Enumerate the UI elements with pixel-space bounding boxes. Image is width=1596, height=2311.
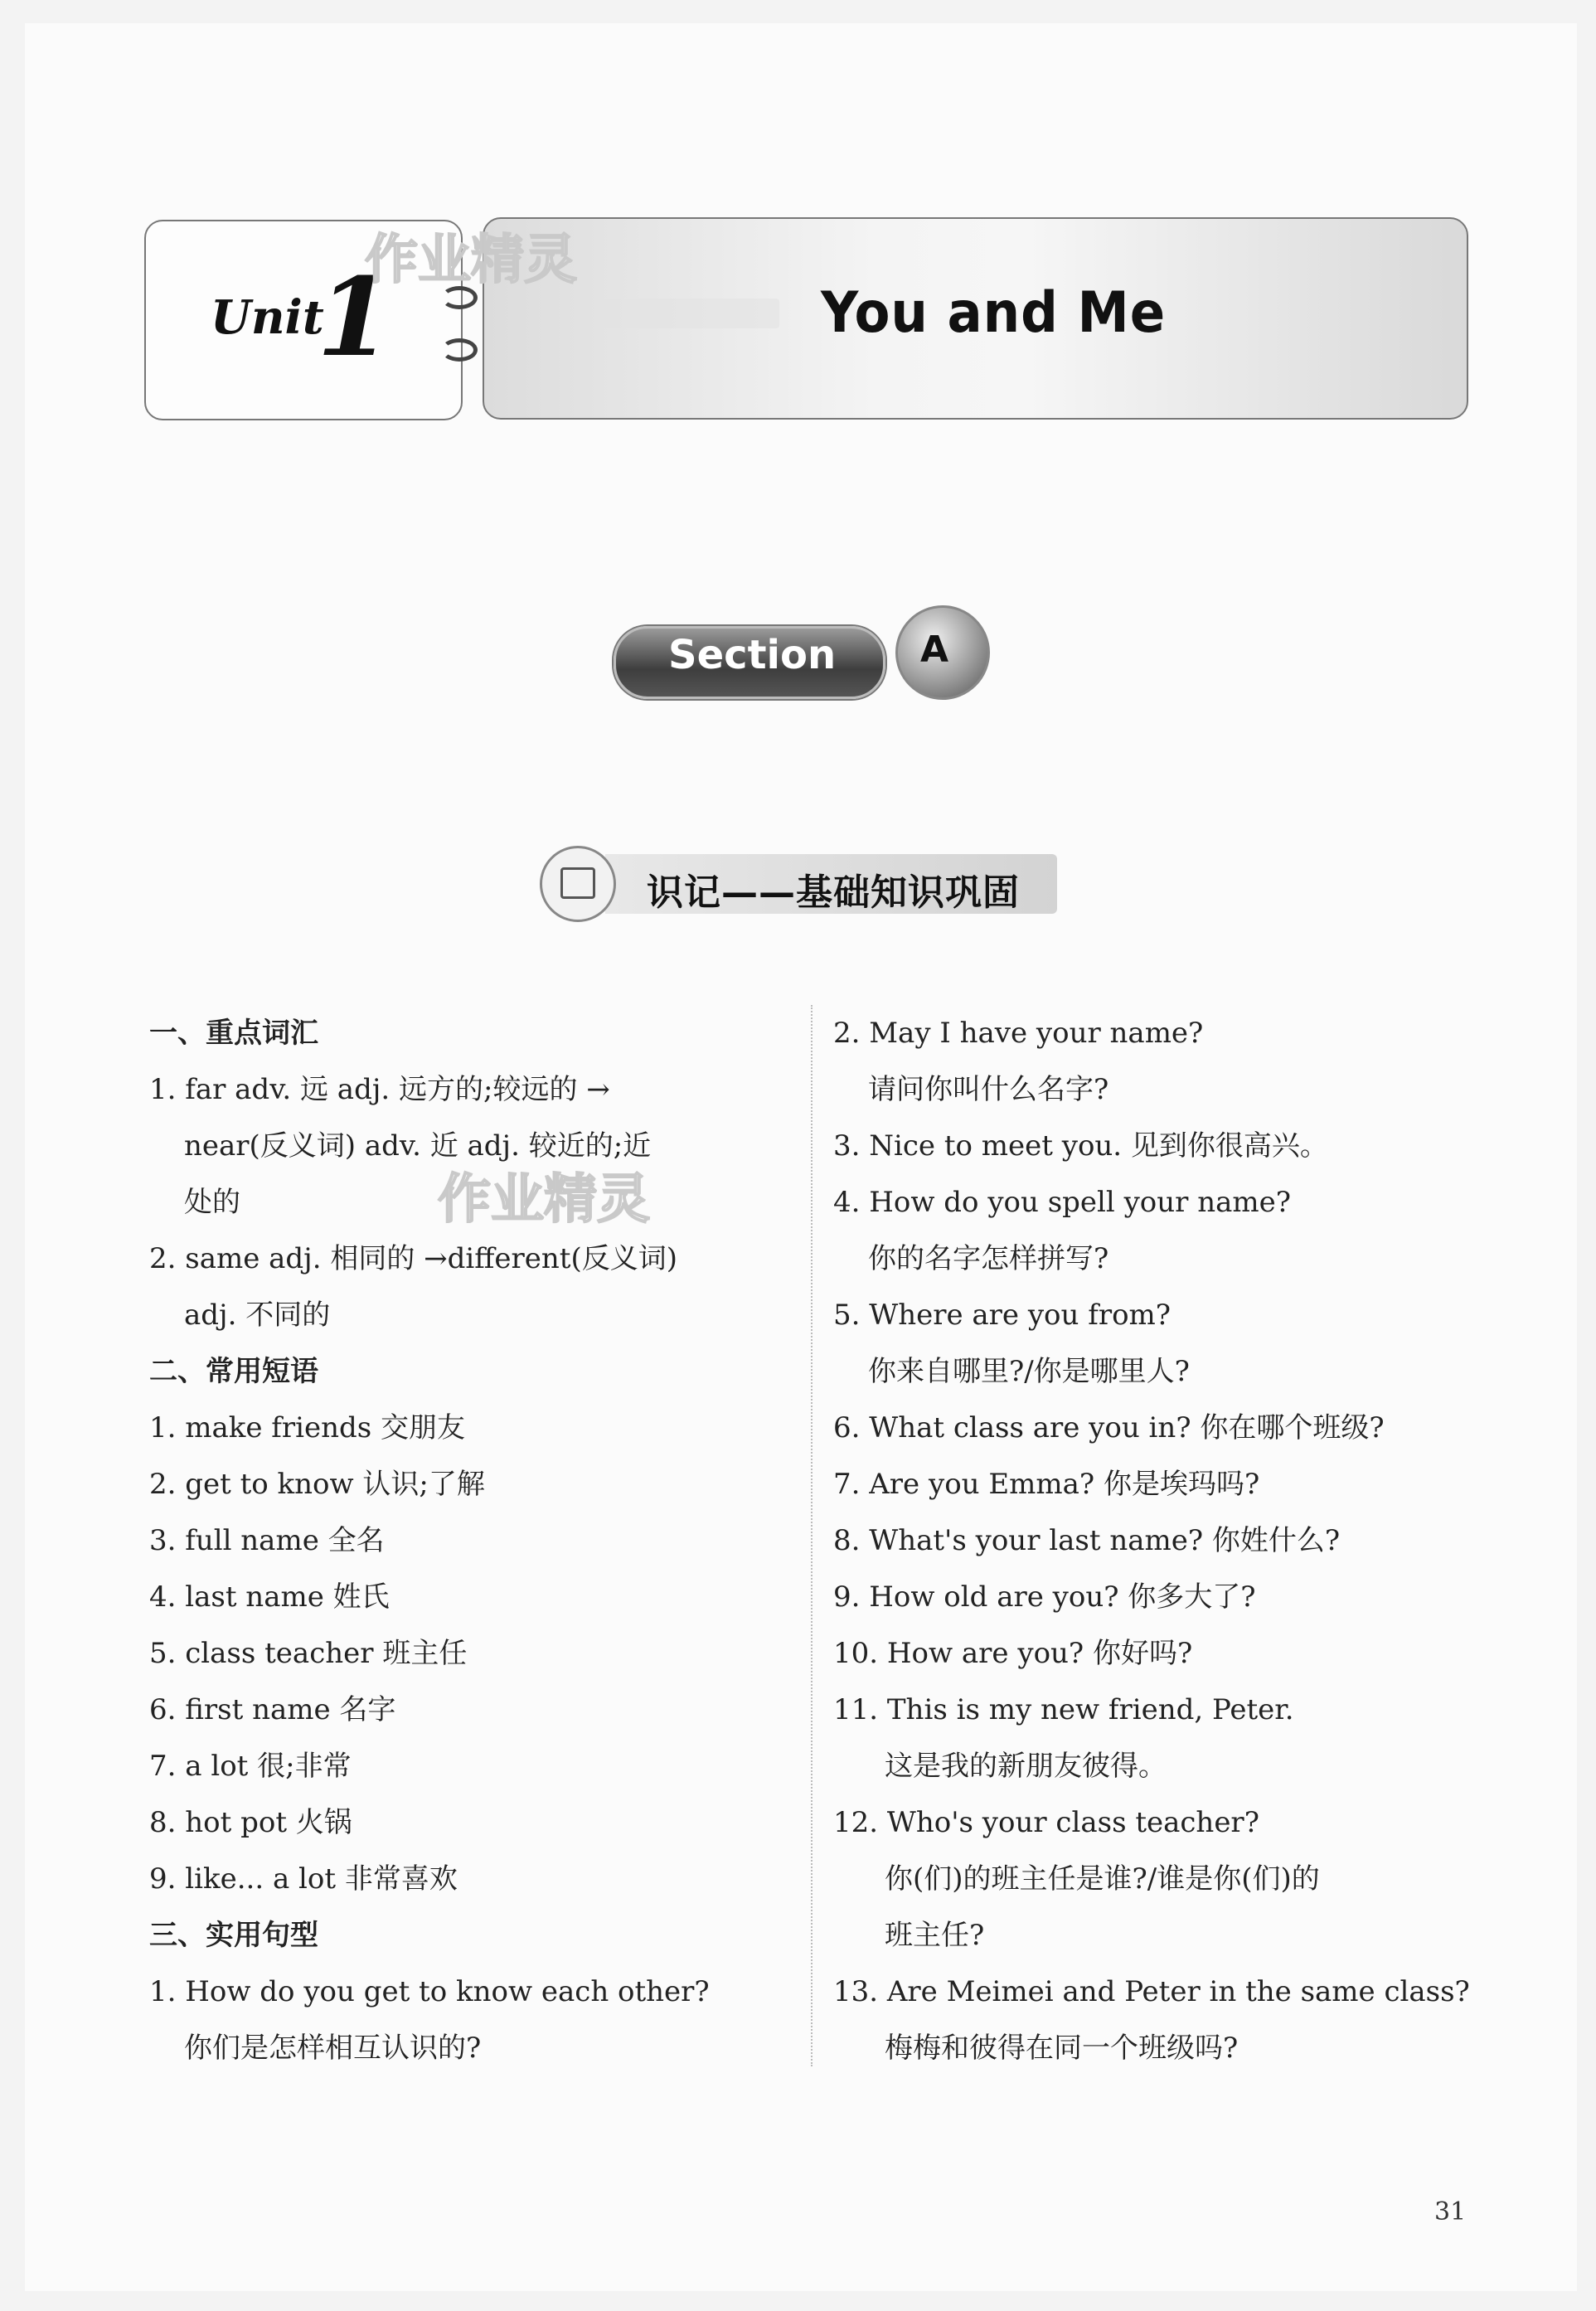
list-item: 13. Are Meimei and Peter in the same class? bbox=[833, 1975, 1470, 2008]
list-item: 这是我的新朋友彼得。 bbox=[885, 1750, 1167, 1783]
list-item: 2. get to know 认识;了解 bbox=[149, 1468, 485, 1501]
list-item: near(反义词) adv. 近 adj. 较近的;近 bbox=[184, 1129, 652, 1163]
list-item: 1. make friends 交朋友 bbox=[149, 1411, 466, 1444]
list-item: 4. How do you spell your name? bbox=[833, 1186, 1291, 1219]
list-item: 9. like... a lot 非常喜欢 bbox=[149, 1862, 458, 1896]
list-item: 3. Nice to meet you. 见到你很高兴。 bbox=[833, 1129, 1328, 1163]
section-heading: 三、实用句型 bbox=[149, 1919, 318, 1952]
list-item: 5. class teacher 班主任 bbox=[149, 1637, 468, 1670]
list-item: 12. Who's your class teacher? bbox=[833, 1806, 1259, 1839]
unit-number: 1 bbox=[317, 254, 392, 381]
left-column bbox=[149, 1005, 788, 2076]
list-item: 7. Are you Emma? 你是埃玛吗? bbox=[833, 1468, 1260, 1501]
list-item: 11. This is my new friend, Peter. bbox=[833, 1693, 1294, 1726]
section-label: Section bbox=[668, 632, 837, 678]
list-item: 5. Where are you from? bbox=[833, 1299, 1172, 1332]
binder-ring-icon bbox=[441, 338, 478, 362]
unit-word: Unit bbox=[211, 290, 324, 345]
unit-title: You and Me bbox=[821, 280, 1167, 346]
section-heading: 一、重点词汇 bbox=[149, 1017, 318, 1050]
list-item: 6. What class are you in? 你在哪个班级? bbox=[833, 1411, 1385, 1444]
watermark: 作业精灵 bbox=[438, 1169, 650, 1231]
list-item: 你的名字怎样拼写? bbox=[868, 1242, 1109, 1275]
section-letter: A bbox=[920, 629, 949, 671]
list-item: adj. 不同的 bbox=[184, 1299, 331, 1332]
list-item: 8. What's your last name? 你姓什么? bbox=[833, 1524, 1341, 1557]
list-item: 2. same adj. 相同的 →different(反义词) bbox=[149, 1242, 678, 1275]
heading-title: 识记——基础知识巩固 bbox=[647, 871, 1020, 914]
list-item: 2. May I have your name? bbox=[833, 1017, 1204, 1050]
list-item: 4. last name 姓氏 bbox=[149, 1580, 390, 1614]
list-item: 10. How are you? 你好吗? bbox=[833, 1637, 1193, 1670]
list-item: 请问你叫什么名字? bbox=[868, 1073, 1109, 1106]
list-item: 7. a lot 很;非常 bbox=[149, 1750, 352, 1783]
section-heading: 二、常用短语 bbox=[149, 1355, 318, 1388]
list-item: 梅梅和彼得在同一个班级吗? bbox=[885, 2032, 1239, 2065]
list-item: 3. full name 全名 bbox=[149, 1524, 385, 1557]
list-item: 你来自哪里?/你是哪里人? bbox=[868, 1355, 1190, 1388]
list-item: 6. first name 名字 bbox=[149, 1693, 396, 1726]
list-item: 1. far adv. 远 adj. 远方的;较远的 → bbox=[149, 1073, 610, 1106]
watermark: 作业精灵 bbox=[365, 230, 577, 291]
column-divider bbox=[811, 1005, 813, 2066]
faded-banner-text bbox=[597, 299, 779, 328]
list-item: 你们是怎样相互认识的? bbox=[184, 2032, 482, 2065]
list-item: 你(们)的班主任是谁?/谁是你(们)的 bbox=[885, 1862, 1320, 1896]
list-item: 班主任? bbox=[885, 1919, 985, 1952]
list-item: 9. How old are you? 你多大了? bbox=[833, 1580, 1256, 1614]
list-item: 8. hot pot 火锅 bbox=[149, 1806, 352, 1839]
right-column bbox=[833, 1005, 1488, 2076]
list-item: 处的 bbox=[184, 1186, 240, 1219]
page-number: 31 bbox=[1434, 2197, 1467, 2226]
notes-icon-inner bbox=[560, 867, 595, 899]
list-item: 1. How do you get to know each other? bbox=[149, 1975, 710, 2008]
